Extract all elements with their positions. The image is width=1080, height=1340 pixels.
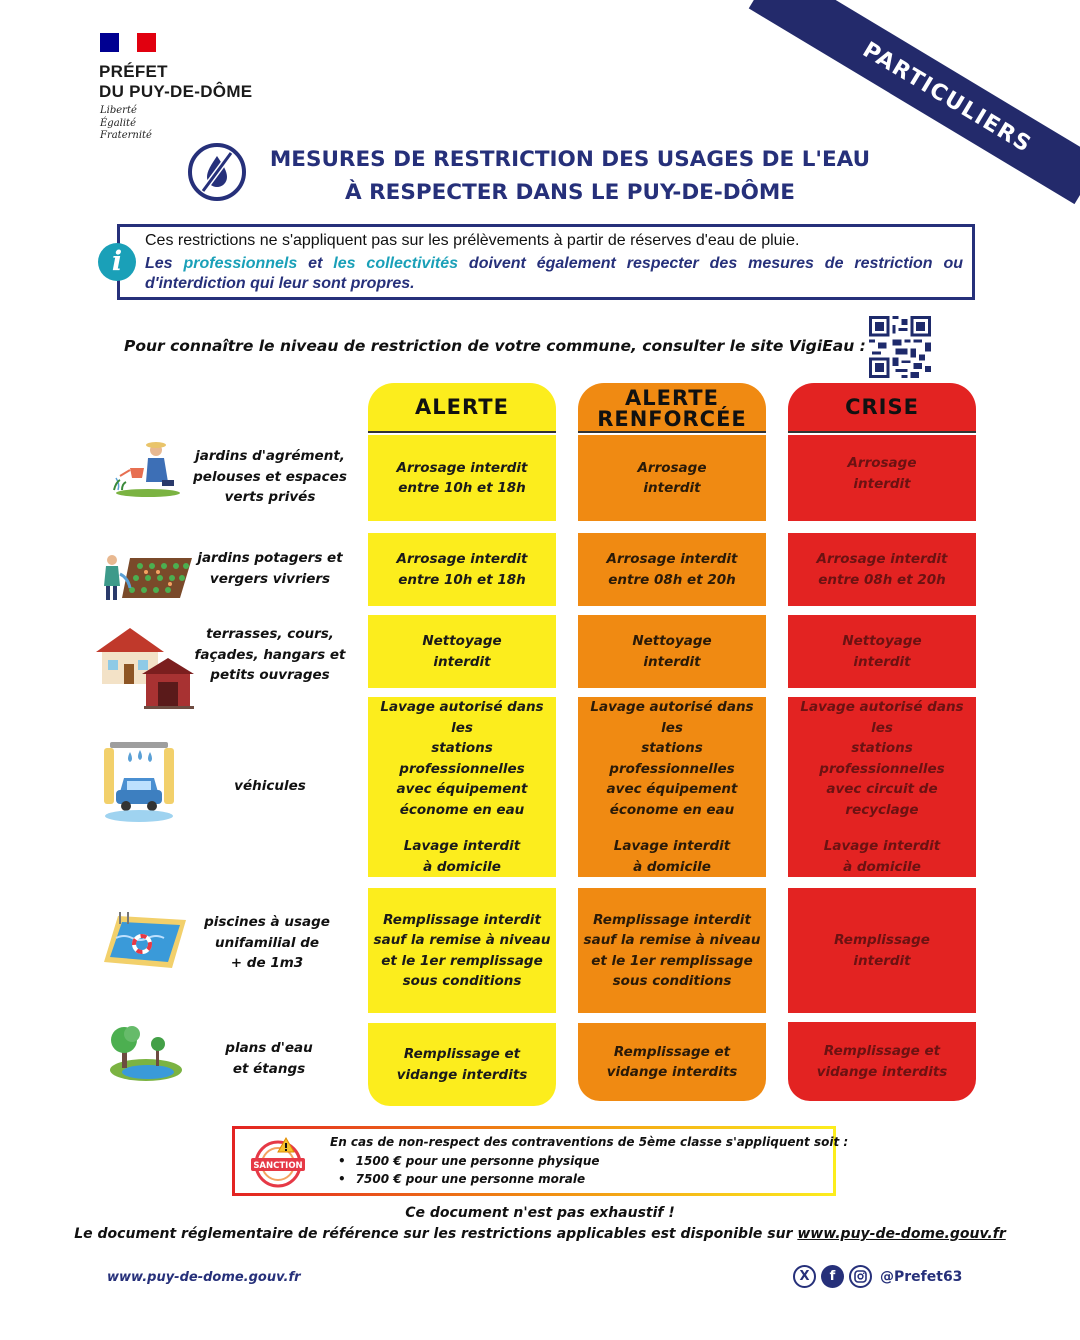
cell-line: à domicile <box>423 858 501 875</box>
cell-crise-terrasses <box>788 615 976 688</box>
cell-alerte-terrasses <box>368 615 556 688</box>
sanction-item-physique: • 1500 € pour une personne physique <box>338 1154 600 1168</box>
cell-line: Remplissage et <box>823 1043 941 1059</box>
cell-line: sous conditions <box>402 973 522 989</box>
cell-line: Lavage interdit <box>823 838 941 854</box>
republique-francaise-flag-logo <box>100 33 156 52</box>
social-links <box>793 1265 962 1288</box>
row-label-line: petits ouvrages <box>210 667 330 683</box>
cell-renforcee-jardins-agrement <box>578 435 766 521</box>
cell-line: interdit <box>853 952 911 969</box>
cell-renforcee-plans-eau <box>578 1023 766 1101</box>
cell-line: à domicile <box>843 858 921 875</box>
info-icon: i <box>98 243 136 281</box>
level-header-alerte <box>368 383 556 433</box>
vigieau-consult-text: Pour connaître le niveau de restriction de votre commune, consulter le site VigiEau : <box>124 337 866 355</box>
cell-line: interdit <box>643 653 701 670</box>
cell-alerte-piscines <box>368 888 556 1013</box>
level-name-alerte-renforcee <box>578 383 766 433</box>
cell-line: Lavage autorisé dans les <box>590 699 754 736</box>
swimming-pool-icon <box>102 910 188 972</box>
cell-line: interdit <box>643 480 701 496</box>
row-label-line: pelouses et espaces <box>193 468 347 485</box>
sanction-intro: En cas de non-respect des contraventions de 5ème classe s'appliquent soit : <box>330 1135 849 1149</box>
info-professionals-text <box>145 254 963 294</box>
car-wash-icon <box>100 738 178 826</box>
cell-line: Lavage autorisé dans les <box>380 699 544 736</box>
cell-alerte-plans-eau <box>368 1023 556 1106</box>
prefecture-name <box>99 62 252 102</box>
title-line1: MESURES DE RESTRICTION DES USAGES DE L'EAU <box>269 147 871 172</box>
sanction-badge-label: SANCTION <box>253 1161 303 1171</box>
level-name-alerte: ALERTE <box>368 383 556 433</box>
qr-code-icon[interactable] <box>869 316 931 378</box>
no-water-drop-icon <box>186 141 248 203</box>
cell-line: et le 1er remplissage <box>591 952 753 969</box>
row-label-jardins-agrement <box>185 446 355 508</box>
cell-line: économe en eau <box>399 801 525 818</box>
motto <box>100 105 152 143</box>
cell-line: interdit <box>853 653 911 670</box>
cell-line: interdit <box>433 653 491 670</box>
cell-line: Lavage autorisé dans les <box>800 699 964 736</box>
x-twitter-icon[interactable]: X <box>793 1265 816 1288</box>
row-label-line: plans d'eau <box>225 1040 313 1056</box>
row-label-piscines <box>182 912 352 974</box>
row-label-line: piscines à usage <box>204 914 330 930</box>
cell-line: avec équipement <box>606 781 738 797</box>
sanction-warning-icon <box>250 1136 306 1188</box>
cell-line: Lavage interdit <box>613 838 731 854</box>
cell-renforcee-terrasses <box>578 615 766 688</box>
cell-line: Arrosage interdit <box>396 459 528 476</box>
cell-line: vidange interdits <box>816 1063 948 1080</box>
row-label-jardins-potagers <box>185 548 355 589</box>
cell-line: vidange interdits <box>606 1064 738 1080</box>
motto-liberte: Liberté <box>100 105 137 116</box>
row-label-vehicules <box>185 776 355 797</box>
cell-line: Arrosage interdit <box>816 551 948 567</box>
cell-crise-piscines <box>788 888 976 1013</box>
level-name-line1: ALERTE <box>625 386 719 410</box>
level-name-crise: CRISE <box>788 383 976 433</box>
cell-line: économe en eau <box>609 801 735 818</box>
info-part5: doivent également respecter des mesures de restriction ou d'interdiction qui leur sont propres. <box>145 255 964 292</box>
cell-line: sous conditions <box>612 973 732 989</box>
cell-renforcee-jardins-potagers <box>578 533 766 606</box>
cell-line: Nettoyage <box>422 633 502 649</box>
cell-line: vidange interdits <box>396 1066 528 1083</box>
cell-line: entre 08h et 20h <box>818 571 946 588</box>
cell-line: Arrosage <box>847 455 917 471</box>
social-handle: @Prefet63 <box>880 1268 963 1285</box>
reference-link[interactable]: www.puy-de-dome.gouv.fr <box>797 1226 1006 1242</box>
reference-document-note <box>0 1226 1080 1242</box>
cell-line: sauf la remise à niveau <box>583 932 761 948</box>
page-title <box>250 143 890 209</box>
cell-line: avec circuit de recyclage <box>826 781 938 818</box>
cell-line: Remplissage et <box>403 1046 521 1062</box>
row-label-line: jardins potagers et <box>197 550 343 566</box>
row-label-line: jardins d'agrément, <box>195 448 345 464</box>
cell-crise-plans-eau <box>788 1022 976 1101</box>
cell-line: à domicile <box>633 858 711 875</box>
vegetable-garden-icon <box>100 548 192 604</box>
cell-line: stations professionnelles <box>819 740 945 777</box>
motto-egalite: Égalité <box>100 117 136 129</box>
cell-alerte-vehicules <box>368 697 556 877</box>
row-label-plans-eau <box>184 1038 354 1079</box>
cell-line: stations professionnelles <box>399 740 525 777</box>
cell-line: Nettoyage <box>632 633 712 649</box>
cell-line: stations professionnelles <box>609 740 735 777</box>
row-label-line: vergers vivriers <box>209 570 331 587</box>
cell-line: Arrosage interdit <box>606 551 738 567</box>
cell-crise-jardins-potagers <box>788 533 976 606</box>
row-label-line: véhicules <box>234 778 306 794</box>
cell-line: Remplissage interdit <box>593 911 751 928</box>
cell-line: sauf la remise à niveau <box>373 932 551 948</box>
facebook-icon[interactable]: f <box>821 1265 844 1288</box>
gardener-watering-icon <box>108 438 186 498</box>
prefet-line1: PRÉFET <box>99 62 168 81</box>
cell-crise-jardins-agrement <box>788 435 976 521</box>
cell-line: et le 1er remplissage <box>381 952 543 969</box>
cell-alerte-jardins-potagers <box>368 533 556 606</box>
level-name-line2: RENFORCÉE <box>597 407 747 431</box>
cell-crise-vehicules <box>788 697 976 877</box>
cell-line: entre 08h et 20h <box>608 571 736 588</box>
cell-alerte-jardins-agrement <box>368 435 556 521</box>
cell-line: Arrosage <box>637 459 707 476</box>
not-exhaustive-note: Ce document n'est pas exhaustif ! <box>405 1205 675 1221</box>
info-part3: et <box>308 255 323 272</box>
info-part-professionnels: professionnels <box>183 255 298 272</box>
cell-line: Remplissage interdit <box>383 911 541 928</box>
cell-line: Lavage interdit <box>403 838 521 854</box>
row-label-line: façades, hangars et <box>194 646 346 663</box>
cell-line: Remplissage <box>834 932 930 948</box>
cell-renforcee-piscines <box>578 888 766 1013</box>
cell-line: Remplissage et <box>613 1043 731 1060</box>
info-rainwater-text: Ces restrictions ne s'appliquent pas sur les prélèvements à partir de réserves d'eau de pluie. <box>145 232 800 249</box>
sanction-item-morale: • 7500 € pour une personne morale <box>338 1172 585 1186</box>
cell-renforcee-vehicules <box>578 697 766 877</box>
level-header-alerte-renforcee <box>578 383 766 433</box>
banner-label: PARTICULIERS <box>858 37 1037 158</box>
cell-line: Nettoyage <box>842 633 922 649</box>
instagram-icon[interactable] <box>849 1265 872 1288</box>
house-shed-icon <box>92 622 200 710</box>
row-label-line: unifamilial de <box>214 934 320 951</box>
row-label-line: verts privés <box>224 489 316 505</box>
row-label-line: terrasses, cours, <box>206 626 334 642</box>
row-label-line: et étangs <box>232 1060 306 1077</box>
pond-tree-icon <box>104 1022 186 1084</box>
row-label-line: + de 1m3 <box>230 955 304 971</box>
cell-line: interdit <box>853 475 911 492</box>
prefet-line2: DU PUY-DE-DÔME <box>99 82 253 101</box>
row-label-terrasses <box>185 624 355 686</box>
cell-line: entre 10h et 18h <box>398 571 526 588</box>
info-part1: Les <box>145 255 173 272</box>
cell-line: Arrosage interdit <box>396 551 528 567</box>
level-header-crise <box>788 383 976 433</box>
reference-text: Le document réglementaire de référence sur les restrictions applicables est disponible sur <box>74 1226 793 1242</box>
motto-fraternite: Fraternité <box>100 130 152 141</box>
cell-line: avec équipement <box>396 781 528 797</box>
title-line2: À RESPECTER DANS LE PUY-DE-DÔME <box>345 180 795 205</box>
cell-line: entre 10h et 18h <box>398 480 526 496</box>
footer-url-link[interactable]: www.puy-de-dome.gouv.fr <box>107 1270 301 1285</box>
info-part-collectivites: les collectivités <box>333 255 459 272</box>
